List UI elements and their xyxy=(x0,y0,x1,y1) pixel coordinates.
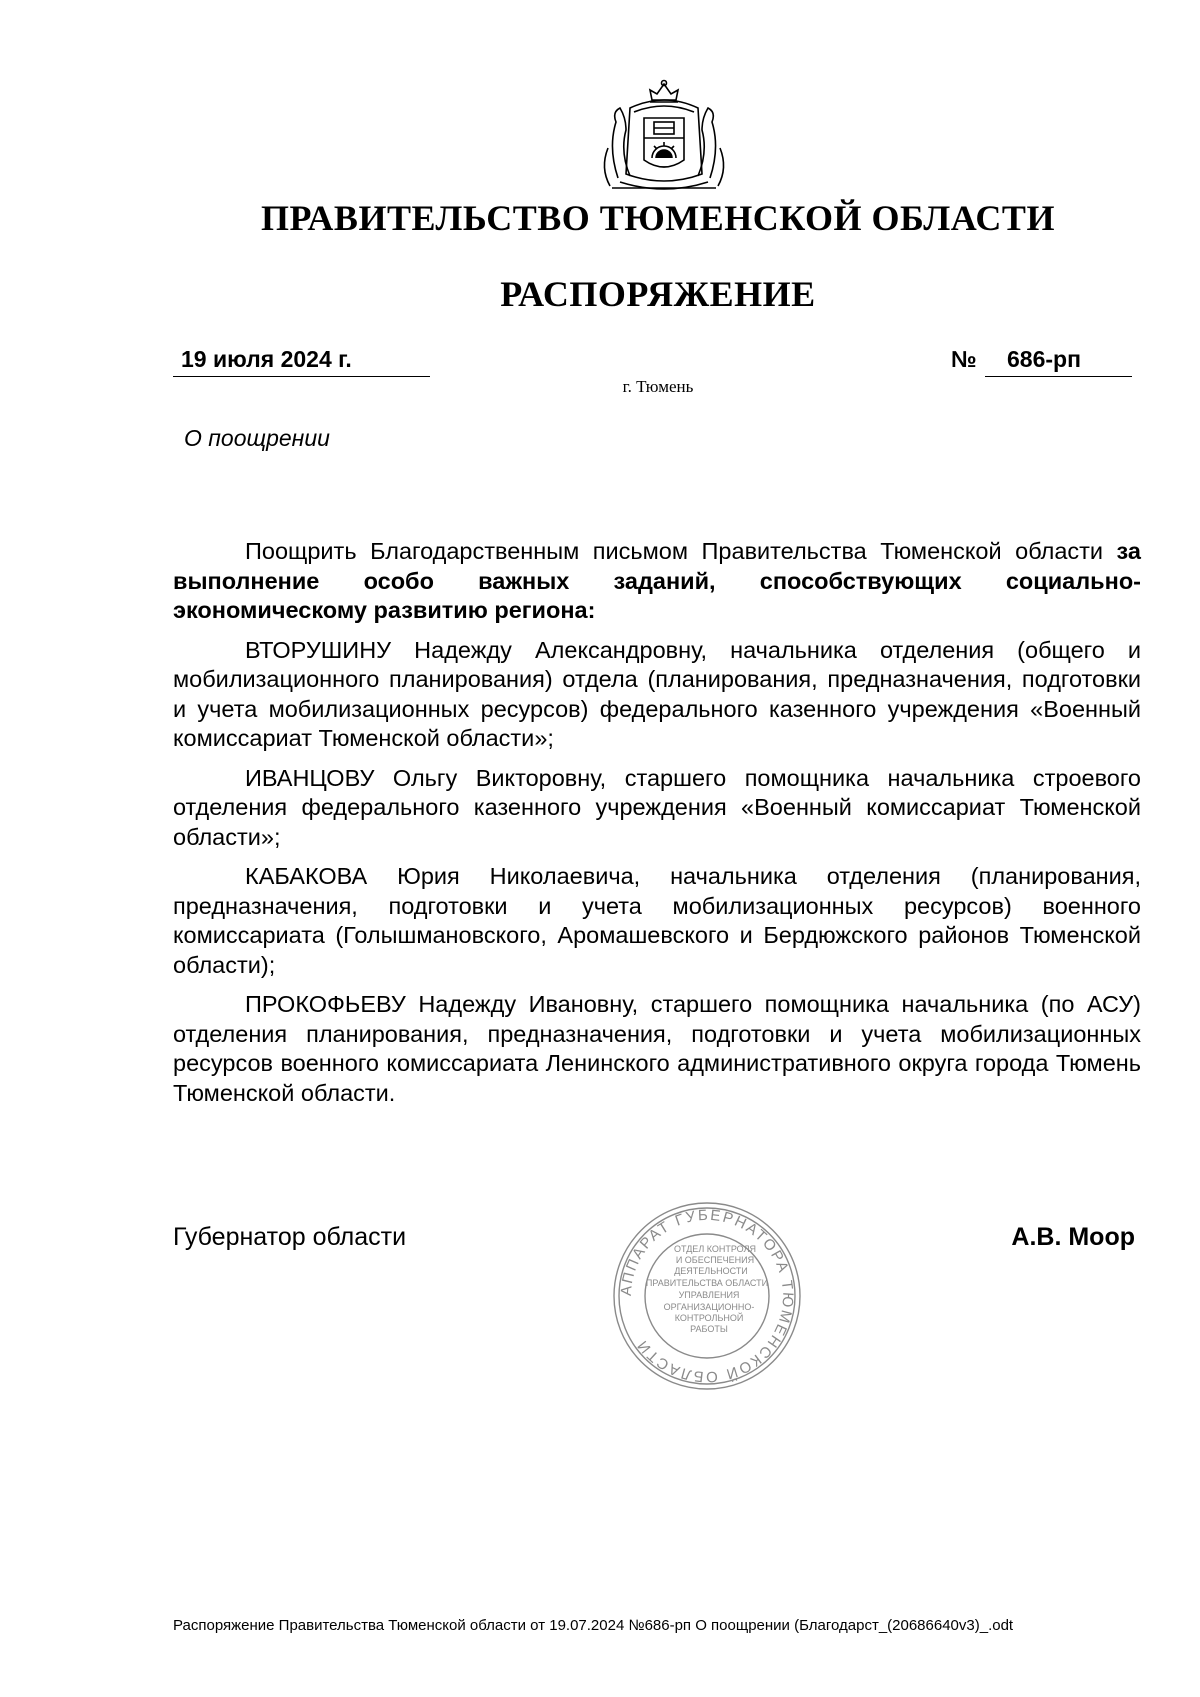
document-number: 686-рп xyxy=(1007,346,1081,372)
signatory-name: А.В. Моор xyxy=(1011,1223,1135,1251)
svg-text:УПРАВЛЕНИЯ: УПРАВЛЕНИЯ xyxy=(678,1290,740,1300)
document-subject: О поощрении xyxy=(184,425,330,451)
svg-text:ОТДЕЛ КОНТРОЛЯ: ОТДЕЛ КОНТРОЛЯ xyxy=(674,1244,756,1254)
number-sign: № xyxy=(951,346,977,372)
svg-text:ДЕЯТЕЛЬНОСТИ: ДЕЯТЕЛЬНОСТИ xyxy=(674,1266,748,1276)
svg-text:И ОБЕСПЕЧЕНИЯ: И ОБЕСПЕЧЕНИЯ xyxy=(675,1255,755,1265)
intro-paragraph xyxy=(173,537,1141,626)
award-item: КАБАКОВА Юрия Николаевича, начальника отделения (планирования, предназначения, подготовки и учета мобилизационных ресурсов) военного комиссариата (Голышмановского, Аромашевского и Бердюжского районов Тюменской области); xyxy=(173,863,1141,978)
document-body xyxy=(173,537,1141,1118)
svg-text:АППАРАТ ГУБЕРНАТОРА ТЮМЕНСКОЙ: АППАРАТ ГУБЕРНАТОРА ТЮМЕНСКОЙ ОБЛАСТИ xyxy=(617,1206,797,1386)
document-date: 19 июля 2024 г. xyxy=(181,346,352,372)
signatory-post: Губернатор области xyxy=(173,1223,407,1251)
svg-text:РАБОТЫ: РАБОТЫ xyxy=(690,1324,728,1334)
city-label: г. Тюмень xyxy=(622,377,694,396)
award-item: ПРОКОФЬЕВУ Надежду Ивановну, старшего помощника начальника (по АСУ) отделения планирования, предназначения, подготовки и учета мобилизационных ресурсов военного комиссариата Ленинского административного округа города Тюмень Тюменской области. xyxy=(173,991,1141,1106)
svg-text:ОРГАНИЗАЦИОННО-: ОРГАНИЗАЦИОННО- xyxy=(663,1302,755,1312)
intro-bold-text: за выполнение особо важных заданий, способствующих социально-экономическому развитию региона: xyxy=(173,538,1141,623)
intro-text: Поощрить Благодарственным письмом Правительства Тюменской области xyxy=(245,538,1117,564)
svg-text:ПРАВИТЕЛЬСТВА ОБЛАСТИ: ПРАВИТЕЛЬСТВА ОБЛАСТИ xyxy=(645,1278,769,1288)
official-seal-stamp xyxy=(611,1200,803,1392)
award-item: ИВАНЦОВУ Ольгу Викторовну, старшего помощника начальника строевого отделения федерального казенного учреждения «Военный комиссариат Тюменской области»; xyxy=(173,764,1141,850)
coat-of-arms-emblem xyxy=(590,78,738,196)
document-footer: Распоряжение Правительства Тюменской области от 19.07.2024 №686-рп О поощрении (Благодарст_(20686640v3)_.odt xyxy=(173,1617,1014,1634)
svg-text:КОНТРОЛЬНОЙ: КОНТРОЛЬНОЙ xyxy=(674,1313,744,1323)
document-type-title: РАСПОРЯЖЕНИЕ xyxy=(500,274,816,314)
award-item: ВТОРУШИНУ Надежду Александровну, начальника отделения (общего и мобилизационного планирования) отдела (планирования, предназначения, подготовки и учета мобилизационных ресурсов) федерального казенного учреждения «Военный комиссариат Тюменской области»; xyxy=(173,636,1141,751)
organization-title: ПРАВИТЕЛЬСТВО ТЮМЕНСКОЙ ОБЛАСТИ xyxy=(261,198,1055,238)
